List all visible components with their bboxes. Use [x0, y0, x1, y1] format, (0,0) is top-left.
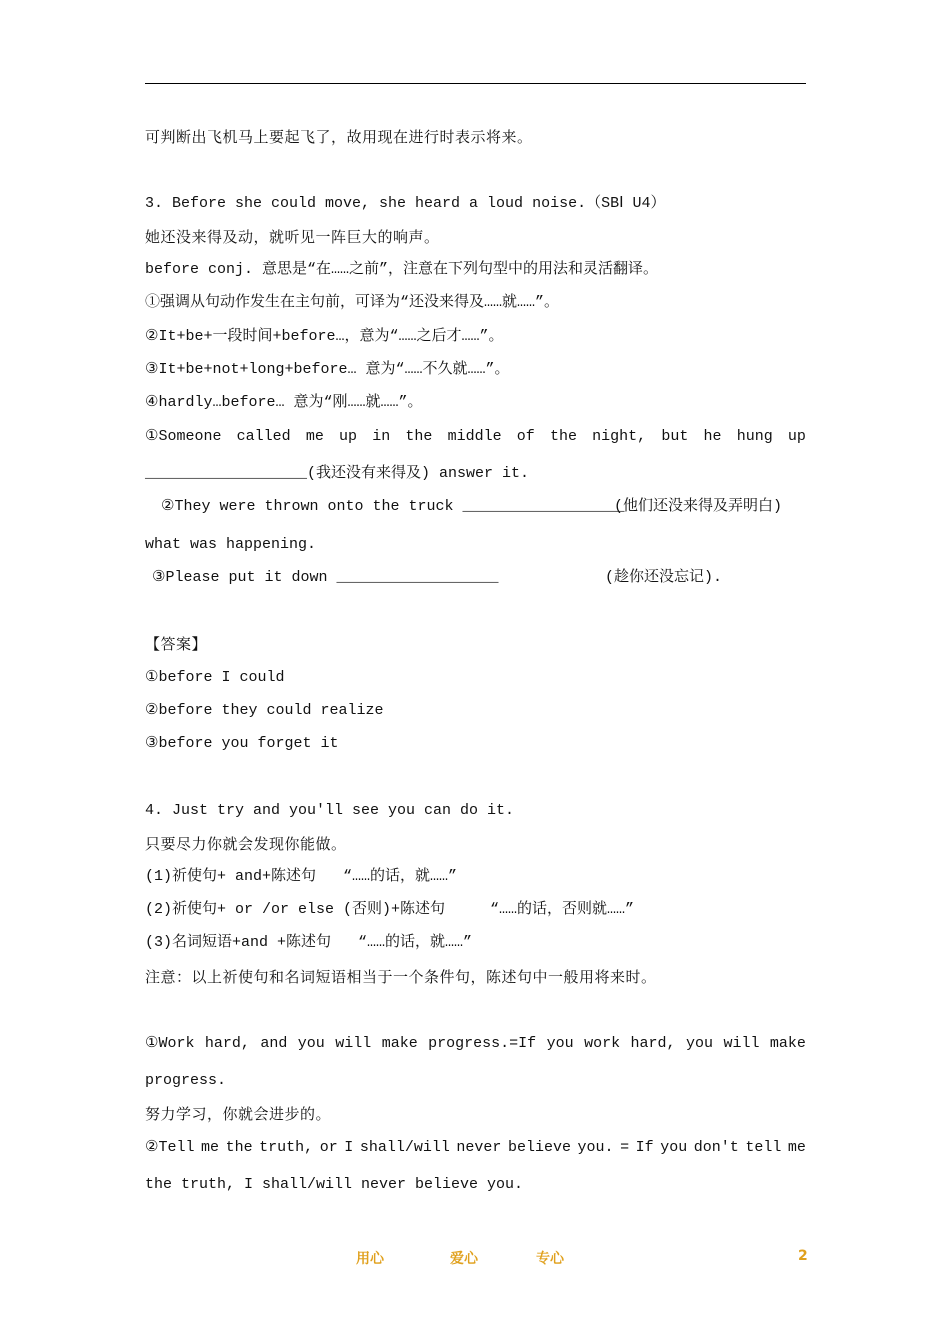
word: middle — [447, 428, 502, 445]
word: hard, — [204, 1035, 250, 1052]
answer-1: ①before I could — [145, 669, 285, 686]
word: you — [660, 1139, 688, 1156]
fill-blank[interactable]: __________________ — [145, 465, 308, 482]
section-4-note: 注意：以上祈使句和名词短语相当于一个条件句，陈述句中一般用将来时。 — [145, 968, 657, 986]
fill-blank[interactable]: __________________ — [462, 498, 625, 515]
section-4-translation: 只要尽力你就会发现你能做。 — [145, 835, 347, 853]
footer-word-2: 爱心 — [450, 1251, 478, 1267]
fill-blank[interactable]: __________________ — [336, 569, 499, 586]
word: make — [769, 1035, 806, 1052]
word: will — [723, 1035, 760, 1052]
section-4-rule-3: (3)名词短语+and +陈述句 “……的话，就……” — [145, 934, 473, 951]
section-3-exercise-3-hint: (趁你还没忘记). — [605, 569, 723, 586]
word: me — [787, 1139, 806, 1156]
word: believe — [507, 1139, 571, 1156]
word: truth, — [259, 1139, 314, 1156]
word: of — [516, 428, 535, 445]
header-rule — [145, 83, 806, 84]
section-3-translation: 她还没来得及动，就听见一阵巨大的响声。 — [145, 228, 440, 246]
word: you — [685, 1035, 713, 1052]
answer-2: ②before they could realize — [145, 702, 384, 719]
word: me — [201, 1139, 220, 1156]
word: up — [787, 428, 806, 445]
word: hung — [736, 428, 773, 445]
word: the — [549, 428, 577, 445]
section-3-title: 3. Before she could move, she heard a loud noise.（SBⅠ U4） — [145, 195, 666, 212]
section-4-example-1-translation: 努力学习，你就会进步的。 — [145, 1105, 332, 1123]
section-4-rule-2: (2)祈使句+ or /or else (否则)+陈述句 “……的话，否则就……” — [145, 901, 635, 918]
section-3-rule-4: ④hardly…before… 意为“刚……就……”。 — [145, 394, 423, 411]
word: you — [546, 1035, 574, 1052]
section-3-exercise-3 — [152, 568, 499, 588]
word: up — [339, 428, 358, 445]
word: progress.=If — [428, 1035, 537, 1052]
word: but — [661, 428, 689, 445]
word: night, — [592, 428, 647, 445]
word: If — [635, 1139, 654, 1156]
hint-text: (我还没有来得及) answer it. — [307, 465, 530, 482]
word: ①Work — [145, 1035, 195, 1052]
section-3-rule-3: ③It+be+not+long+before… 意为“……不久就……”。 — [145, 361, 510, 378]
footer-word-3: 专心 — [536, 1251, 564, 1267]
word: = — [620, 1139, 630, 1156]
word: the — [405, 428, 433, 445]
word: you. — [577, 1139, 614, 1156]
word: make — [381, 1035, 418, 1052]
section-4-example-1 — [145, 1034, 806, 1054]
word: will — [335, 1035, 372, 1052]
word: or — [319, 1139, 338, 1156]
word: shall/will — [359, 1139, 450, 1156]
section-3-exercise-1-cont — [145, 464, 529, 484]
word: tell — [745, 1139, 782, 1156]
section-3-rule-2: ②It+be+一段时间+before…，意为“……之后才……”。 — [145, 328, 504, 345]
intro-text: 可判断出飞机马上要起飞了，故用现在进行时表示将来。 — [145, 128, 533, 146]
word: never — [456, 1139, 502, 1156]
word: and — [260, 1035, 288, 1052]
word: I — [344, 1139, 354, 1156]
section-4-example-1-cont: progress. — [145, 1072, 227, 1089]
sentence-text: ③Please put it down — [152, 569, 328, 586]
answer-3: ③before you forget it — [145, 735, 339, 752]
answer-label: 【答案】 — [145, 635, 208, 653]
section-4-rule-1: (1)祈使句+ and+陈述句 “……的话，就……” — [145, 868, 458, 885]
section-3-exercise-2-cont: what was happening. — [145, 536, 317, 553]
section-4-example-2-cont: the truth, I shall/will never believe you. — [145, 1176, 524, 1193]
word: you — [297, 1035, 325, 1052]
word: called — [236, 428, 291, 445]
word: ①Someone — [145, 428, 222, 445]
word: me — [305, 428, 324, 445]
word: don't — [693, 1139, 739, 1156]
word: he — [703, 428, 722, 445]
page-number: 2 — [798, 1248, 808, 1264]
sentence-text: ②They were thrown onto the truck — [161, 498, 454, 515]
section-3-rule-1: ①强调从句动作发生在主句前，可译为“还没来得及……就……”。 — [145, 294, 560, 311]
word: hard, — [630, 1035, 676, 1052]
section-3-exercise-2-hint: (他们还没来得及弄明白) — [614, 498, 783, 515]
section-4-example-2 — [145, 1138, 806, 1158]
section-3-explain: before conj. 意思是“在……之前”，注意在下列句型中的用法和灵活翻译。 — [145, 261, 659, 278]
word: ②Tell — [145, 1139, 195, 1156]
footer-word-1: 用心 — [356, 1251, 384, 1267]
word: work — [584, 1035, 621, 1052]
section-3-exercise-1 — [145, 427, 806, 447]
word: in — [372, 428, 391, 445]
section-3-exercise-2 — [161, 497, 625, 517]
section-4-title: 4. Just try and you'll see you can do it. — [145, 802, 515, 819]
word: the — [225, 1139, 253, 1156]
